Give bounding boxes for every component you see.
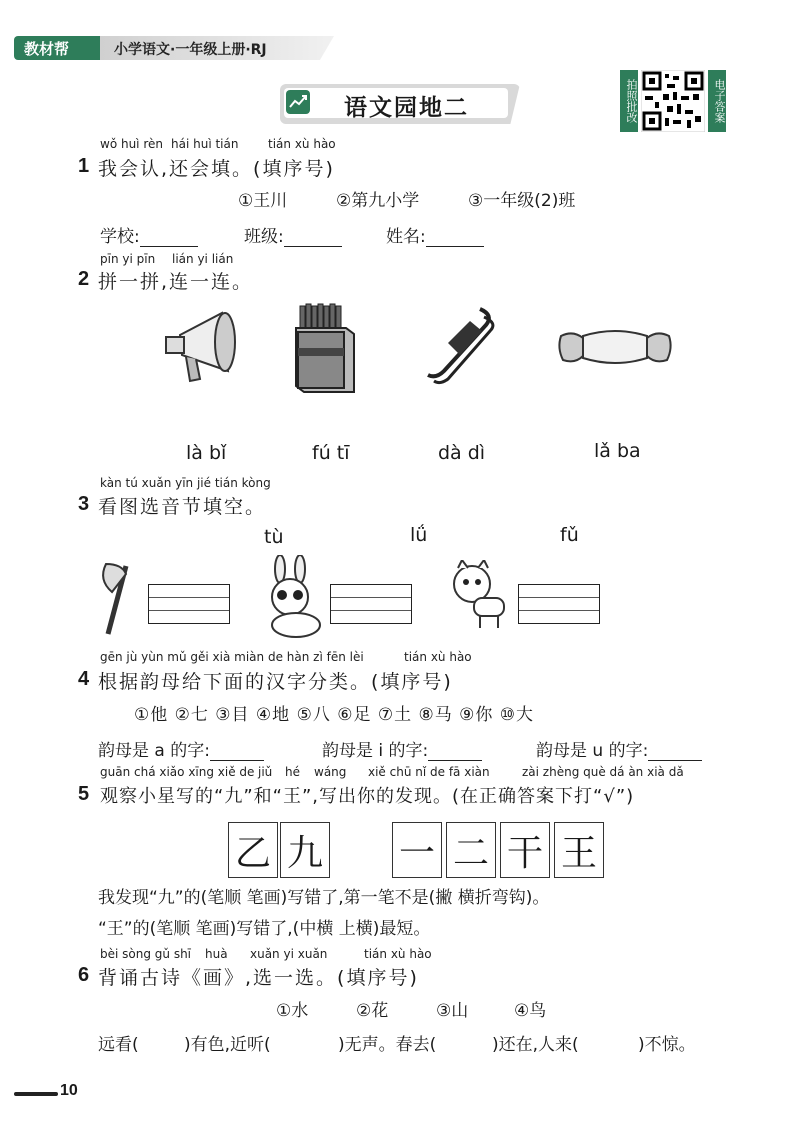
q4-field-a: 韵母是 a 的字: xyxy=(98,736,264,761)
q4-field-u: 韵母是 u 的字: xyxy=(536,736,702,761)
qr-block[interactable] xyxy=(620,70,726,132)
q1-number: 1 xyxy=(78,155,90,177)
q5-pinyin-4: wáng xyxy=(314,765,347,779)
q4-character-list: ①他 ②七 ③目 ④地 ⑤八 ⑥足 ⑦土 ⑧马 ⑨你 ⑩大 xyxy=(134,705,535,725)
axe-icon xyxy=(96,558,142,638)
q6-number: 6 xyxy=(78,964,90,986)
q1-pinyin-3: tián xù hào xyxy=(268,137,336,151)
q4-question: 根据韵母给下面的汉字分类。(填序号) xyxy=(98,671,453,693)
school-blank[interactable] xyxy=(140,228,198,247)
q3-writing-lines-2[interactable] xyxy=(330,584,412,624)
qr-right-label: 电子答案 xyxy=(708,70,726,132)
a-blank[interactable] xyxy=(210,742,264,761)
q1-pinyin-2: hái huì tián xyxy=(171,137,239,151)
q5-grid-wang xyxy=(392,822,606,880)
floor-cleaner-icon xyxy=(420,305,500,387)
qr-code-icon xyxy=(641,70,705,132)
q4-field-i: 韵母是 i 的字: xyxy=(322,736,482,761)
q5-pinyin-5: xiě chū nǐ de fā xiàn xyxy=(368,765,490,779)
q2-syllable-1[interactable]: là bǐ xyxy=(186,442,227,464)
grid-cell: 一 xyxy=(392,822,442,878)
i-blank[interactable] xyxy=(428,742,482,761)
q2-pinyin-2: lián yi lián xyxy=(172,252,234,266)
q6-option-1: ①水 xyxy=(276,1001,309,1021)
q5-finding-1[interactable]: 我发现“九”的(笔顺 笔画)写错了,第一笔不是(撇 横折弯钩)。 xyxy=(98,888,550,908)
q2-pinyin-1: pīn yi pīn xyxy=(100,252,156,266)
donkey-icon xyxy=(444,560,514,630)
q2-syllable-2[interactable]: fú tī xyxy=(312,442,350,464)
q1-option-2: ②第九小学 xyxy=(336,191,420,211)
q6-option-3: ③山 xyxy=(436,1001,469,1021)
crayon-box-icon xyxy=(292,302,358,394)
q2-syllable-4[interactable]: lǎ ba xyxy=(594,440,641,462)
q5-pinyin-6: zài zhèng què dá àn xià dǎ xyxy=(522,765,684,779)
q5-grid-jiu xyxy=(228,822,332,880)
q6-pinyin-4: tián xù hào xyxy=(364,947,432,961)
q6-pinyin-3: xuǎn yi xuǎn xyxy=(250,947,328,961)
brand-label: 教材帮 xyxy=(24,40,70,58)
megaphone-icon xyxy=(160,305,240,385)
q2-question: 拼一拼,连一连。 xyxy=(98,271,254,293)
q3-question: 看图选音节填空。 xyxy=(98,496,267,518)
q6-option-2: ②花 xyxy=(356,1001,389,1021)
header-bar xyxy=(14,36,334,62)
class-blank[interactable] xyxy=(284,228,342,247)
q3-writing-lines-1[interactable] xyxy=(148,584,230,624)
q6-poem-line: 远看( )有色,近听( )无声。春去( )还在,人来( )不惊。 xyxy=(98,1035,696,1055)
page-title: 语文园地二 xyxy=(344,95,469,121)
name-blank[interactable] xyxy=(426,228,484,247)
q3-writing-lines-3[interactable] xyxy=(518,584,600,624)
q1-option-3: ③一年级(2)班 xyxy=(468,191,576,211)
q4-number: 4 xyxy=(78,668,90,690)
trend-icon xyxy=(286,90,310,114)
grid-cell: 九 xyxy=(280,822,330,878)
q4-pinyin-1: gēn jù yùn mǔ gěi xià miàn de hàn zì fēn lèi xyxy=(100,650,364,664)
grid-cell: 王 xyxy=(554,822,604,878)
q2-syllable-3[interactable]: dà dì xyxy=(438,442,486,464)
rabbit-icon xyxy=(260,555,326,639)
q1-option-1: ①王川 xyxy=(238,191,288,211)
footer-marker xyxy=(14,1092,58,1096)
grid-cell: 乙 xyxy=(228,822,278,878)
q5-pinyin-3: hé xyxy=(285,765,300,779)
q3-pinyin: kàn tú xuǎn yīn jié tián kòng xyxy=(100,476,271,490)
grid-cell: 二 xyxy=(446,822,496,878)
q1-field-school: 学校: xyxy=(100,222,198,247)
u-blank[interactable] xyxy=(648,742,702,761)
q4-pinyin-2: tián xù hào xyxy=(404,650,472,664)
section-title-banner xyxy=(280,84,520,124)
q5-pinyin-2: jiǔ xyxy=(258,765,273,779)
q3-number: 3 xyxy=(78,493,90,515)
q3-syllable-3: fǔ xyxy=(560,524,579,546)
grid-cell: 干 xyxy=(500,822,550,878)
q5-number: 5 xyxy=(78,783,90,805)
q1-pinyin-1: wǒ huì rèn xyxy=(100,137,163,151)
q1-field-class: 班级: xyxy=(244,222,342,247)
q3-syllable-2: lǘ xyxy=(410,524,428,546)
q6-pinyin-2: huà xyxy=(205,947,228,961)
q2-number: 2 xyxy=(78,268,90,290)
qr-left-label: 拍照批改 xyxy=(620,70,638,132)
q5-question: 观察小星写的“九”和“王”,写出你的发现。(在正确答案下打“√”) xyxy=(100,786,635,807)
q1-field-name: 姓名: xyxy=(386,222,484,247)
book-subtitle: 小学语文·一年级上册·RJ xyxy=(114,42,267,58)
q6-pinyin-1: bèi sòng gǔ shī xyxy=(100,947,192,961)
q6-question: 背诵古诗《画》,选一选。(填序号) xyxy=(98,967,419,989)
q5-pinyin-1: guān chá xiǎo xīng xiě de xyxy=(100,765,255,779)
q5-finding-2[interactable]: “王”的(笔顺 笔画)写错了,(中横 上横)最短。 xyxy=(98,919,431,939)
q6-option-4: ④鸟 xyxy=(514,1001,547,1021)
wrapped-candy-icon xyxy=(555,322,675,372)
page-number: 10 xyxy=(60,1082,78,1099)
q1-question: 我会认,还会填。(填序号) xyxy=(98,158,335,180)
q3-syllable-1: tù xyxy=(264,526,284,548)
